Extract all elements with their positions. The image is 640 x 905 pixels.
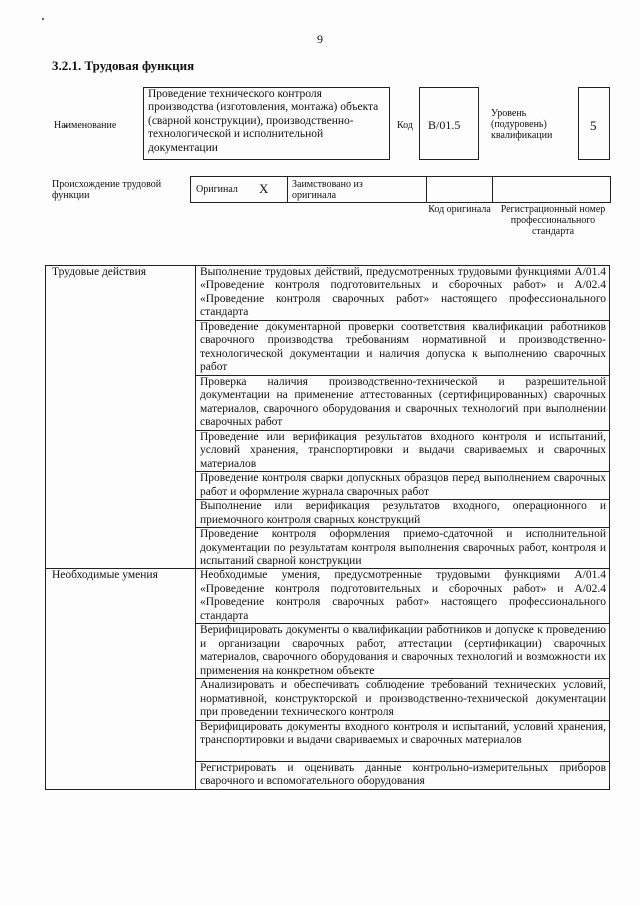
table-cell: Проверка наличия производственно-технической и разрешительной документации на применение аттестованных (сертифицированных) сварочных материалов, сварочного оборудования и сварочных технологий при выполнении сварочных работ [196,376,610,431]
page-number: 9 [317,32,323,46]
code-value: B/01.5 [428,118,461,132]
original-mark: X [259,181,269,196]
table-row [46,266,610,321]
level-label: Уровень (подуровень) квалификации [491,108,553,141]
table-cell: Необходимые умения, предусмотренные трудовыми функциями A/01.4 «Проведение контроля подготовительных и сборочных работ» и A/02.4 «Проведение контроля сварочных работ» настоящего профессионального стандарта [196,569,610,624]
level-value: 5 [590,118,597,133]
code-label: Код [397,120,413,131]
function-name-value: Проведение технического контроля производства (изготовления, монтажа) объекта (сварной конструкции), производственно-технологической и исполнительной документации [148,88,379,154]
table-cell: Анализировать и обеспечивать соблюдение требований технических условий, нормативной, конструкторской и производственно-технической документации при проведении технического контроля [196,679,610,720]
section-label: Трудовые действия [46,266,196,569]
table-cell: Проведение документарной проверки соответствия квалификации работников сварочного производства требованиям нормативной и производственно-технологической документации и наличия допуска к выполнению сварочных работ [196,321,610,376]
table-cell: Проведение контроля оформления приемо-сдаточной и исполнительной документации по результатам контроля выполнения сварочных работ, контроля и испытаний сварной конструкции [196,528,610,569]
name-label: Наименование [54,120,117,131]
scan-dot [42,18,44,20]
original-label: Оригинал [196,184,238,195]
origin-label: Происхождение трудовой функции [52,179,162,201]
table-row [46,569,610,624]
section-label: Необходимые умения [46,569,196,789]
table-cell: Верифицировать документы входного контроля и испытаний, условий хранения, транспортировки и выдачи свариваемых и сварочных материалов [196,720,610,761]
table-cell: Проведение контроля сварки допускных образцов перед выполнением сварочных работ и оформление журнала сварочных работ [196,472,610,500]
table-cell: Верифицировать документы о квалификации работников и допуске к проведению и организации сварочных работ, аттестации (сертификации) сварочных материалов, сварочного оборудования и сварочных технологий и возможности их применения на конкретном объекте [196,624,610,679]
reg-number-label: Регистрационный номер профессионального стандарта [500,204,606,237]
table-cell: Выполнение или верификация результатов входного, операционного и приемочного контроля сварных конструкций [196,500,610,528]
table-cell: Проведение или верификация результатов входного контроля и испытаний, условий хранения, транспортировки и выдачи свариваемых и сварочных материалов [196,431,610,472]
section-title: 3.2.1. Трудовая функция [52,58,195,73]
function-details-table [45,265,610,790]
table-cell: Выполнение трудовых действий, предусмотренных трудовыми функциями A/01.4 «Проведение контроля подготовительных и сборочных работ» и A/02.4 «Проведение контроля сварочных работ» настоящего профессионального стандарта [196,266,610,321]
table-cell: Регистрировать и оценивать данные контрольно-измерительных приборов сварочного и вспомогательного оборудования [196,761,610,789]
code-original-cell [426,176,493,203]
code-original-label: Код оригинала [428,204,491,215]
reg-number-cell [492,176,611,203]
borrowed-label: Заимствовано из оригинала [292,179,363,201]
